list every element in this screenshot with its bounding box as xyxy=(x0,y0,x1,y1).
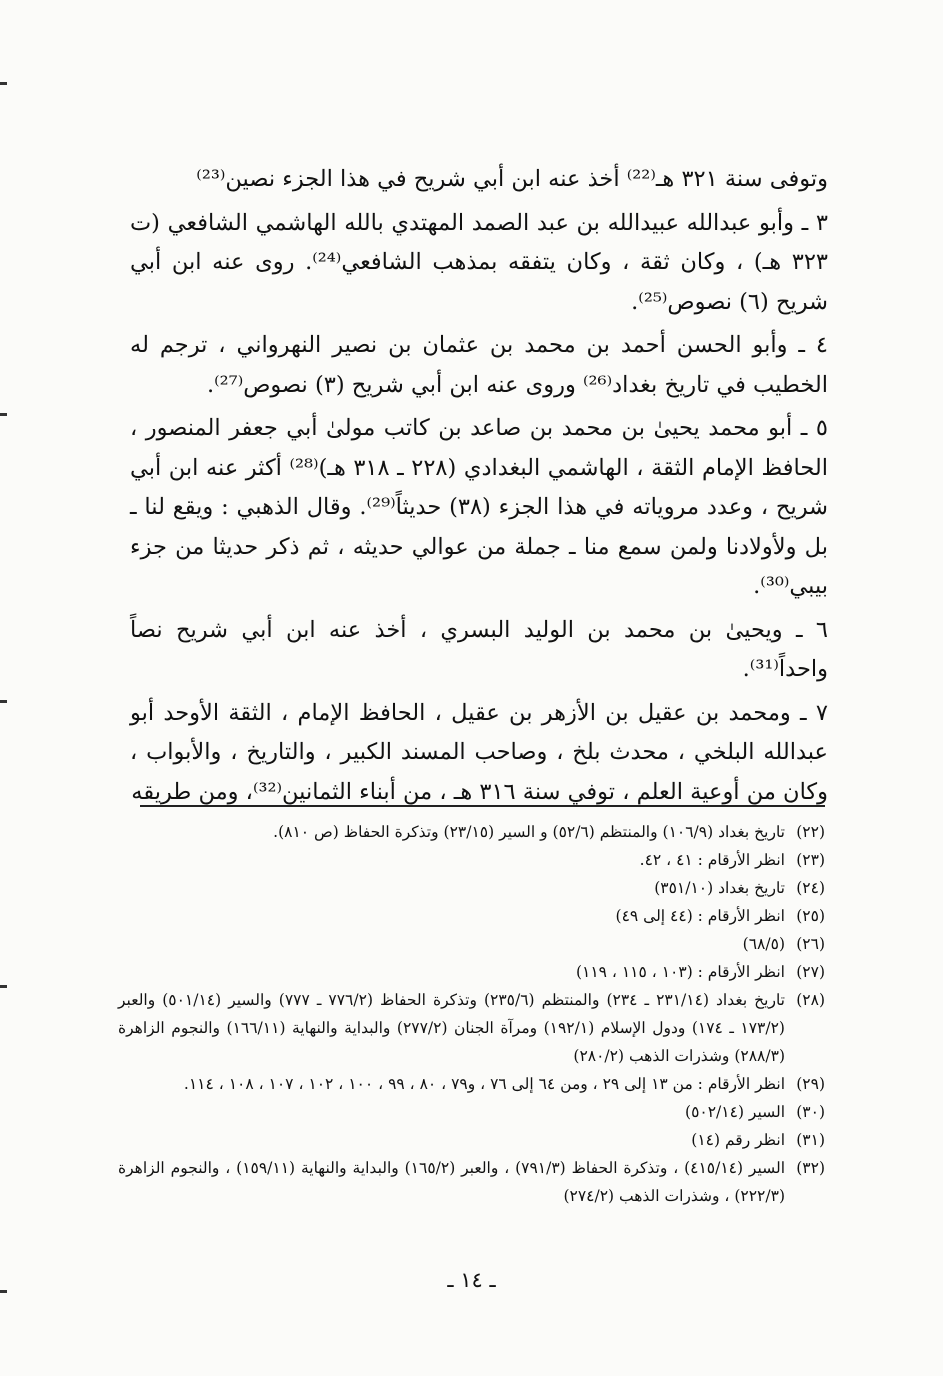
scan-edge-mark xyxy=(0,700,7,703)
footnote-number: (٢٤) xyxy=(796,879,825,897)
footnotes xyxy=(118,818,825,1210)
footnote-number: (٢٥) xyxy=(796,907,825,925)
footnote-31 xyxy=(118,1126,825,1154)
paragraph-continuation: وتوفى سنة ٣٢١ هـ⁽²²⁾ أخذ عنه ابن أبي شريح في هذا الجزء نصين⁽²³⁾ xyxy=(196,166,828,192)
footnote-text: (٦٨/٥) xyxy=(742,935,785,953)
scan-edge-mark xyxy=(0,82,7,85)
footnote-25 xyxy=(118,902,825,930)
footnote-32 xyxy=(118,1154,825,1210)
footnote-number: (٣٢) xyxy=(796,1159,825,1177)
footnote-text: انظر الأرقام : (٤٤ إلى ٤٩) xyxy=(615,907,785,925)
footnote-text: تاريخ بغداد (١٠٦/٩) والمنتظم (٥٢/٦) و السير (٢٣/١٥) وتذكرة الحفاظ (ص ٨١٠). xyxy=(273,823,785,841)
footnote-number: (٢٣) xyxy=(796,851,825,869)
footnote-26 xyxy=(118,930,825,958)
paragraph-item-6: ٦ ـ ويحيىٰ بن محمد بن الوليد البسري ، أخذ عنه ابن أبي شريح نصاً واحداً⁽³¹⁾. xyxy=(130,616,828,682)
footnote-number: (٢٧) xyxy=(796,963,825,981)
footnote-29 xyxy=(118,1070,825,1098)
footnote-text: السير (٥٠٢/١٤) xyxy=(685,1103,785,1121)
footnote-text: انظر رقم (١٤) xyxy=(691,1131,785,1149)
footnote-23 xyxy=(118,846,825,874)
footnote-27 xyxy=(118,958,825,986)
footnote-text: السير (٤١٥/١٤) ، وتذكرة الحفاظ (٧٩١/٣) ، والعبر (١٦٥/٢) والبداية والنهاية (١٥٩/١١) ، والنجوم الزاهرة (٢٢٢/٣) ، وشذرات الذهب (٢٧٤/٢) xyxy=(118,1159,785,1205)
footnote-28 xyxy=(118,986,825,1070)
footnote-text: تاريخ بغداد (٢٣١/١٤ ـ ٢٣٤) والمنتظم (٢٣٥/٦) وتذكرة الحفاظ (٧٧٦/٢ ـ ٧٧٧) والسير (٥٠١/١٤) والعبر (١٧٣/٢ ـ ١٧٤) ودول الإسلام (١٩٢/١) ومرآة الجنان (٢٧٧/٢) والبداية والنهاية (١٦٦/١١) والنجوم الزاهرة (٢٨٨/٣) وشذرات الذهب (٢٨٠/٢) xyxy=(118,991,785,1065)
footnote-number: (٣٠) xyxy=(796,1103,825,1121)
footnote-number: (٣١) xyxy=(796,1131,825,1149)
footnote-24 xyxy=(118,874,825,902)
paragraph-item-4: ٤ ـ وأبو الحسن أحمد بن محمد بن عثمان بن نصير النهرواني ، ترجم له الخطيب في تاريخ بغداد⁽²⁶⁾ وروى عنه ابن أبي شريح (٣) نصوص⁽²⁷⁾. xyxy=(130,332,828,398)
footnote-22 xyxy=(118,818,825,846)
footnote-divider xyxy=(140,805,825,807)
page-number: ـ ١٤ ـ xyxy=(447,1268,496,1292)
footnote-text: انظر الأرقام : (١٠٣ ، ١١٥ ، ١١٩) xyxy=(575,963,785,981)
footnote-number: (٢٢) xyxy=(796,823,825,841)
paragraph-item-3: ٣ ـ وأبو عبدالله عبيدالله بن عبد الصمد المهتدي بالله الهاشمي الشافعي (ت ٣٢٣ هـ) ، وكان ثقة ، وكان يتفقه بمذهب الشافعي⁽²⁴⁾. روى عنه ابن أبي شريح (٦) نصوص⁽²⁵⁾. xyxy=(130,209,828,315)
paragraph-item-7: ٧ ـ ومحمد بن عقيل بن الأزهر بن عقيل ، الحافظ الإمام ، الثقة الأوحد أبو عبدالله البلخي ، محدث بلخ ، وصاحب المسند الكبير ، والتاريخ ، والأبواب ، وكان من أوعية العلم ، توفي سنة ٣١٦ هـ ، من أبناء الثمانين⁽³²⁾، ومن طريقه xyxy=(130,699,828,805)
footnote-text: تاريخ بغداد (٣٥١/١٠) xyxy=(654,879,785,897)
footnote-number: (٢٦) xyxy=(796,935,825,953)
footnote-30 xyxy=(118,1098,825,1126)
footnote-number: (٢٨) xyxy=(796,991,825,1009)
footnote-text: انظر الأرقام : ٤١ ، ٤٢. xyxy=(639,851,785,869)
scan-edge-mark xyxy=(0,985,7,988)
paragraph-item-5: ٥ ـ أبو محمد يحيىٰ بن محمد بن صاعد بن كاتب مولىٰ أبي جعفر المنصور ، الحافظ الإمام الثقة ، الهاشمي البغدادي (٢٢٨ ـ ٣١٨ هـ)⁽²⁸⁾ أكثر عنه ابن أبي شريح ، وعدد مروياته في هذا الجزء (٣٨) حديثاً⁽²⁹⁾. وقال الذهبي : ويقع لنا ـ بل ولأولادنا ولمن سمع منا ـ جملة من عوالي حديثه ، ثم ذكر حديثا من جزء بيبي⁽³⁰⁾. xyxy=(130,415,828,599)
footnote-number: (٢٩) xyxy=(796,1075,825,1093)
scan-edge-mark xyxy=(0,413,7,416)
footnote-text: انظر الأرقام : من ١٣ إلى ٢٩ ، ومن ٦٤ إلى ٧٦ ، و٧٩ ، ٨٠ ، ٩٩ ، ١٠٠ ، ١٠٢ ، ١٠٧ ، ١٠٨ ، ١١٤. xyxy=(183,1075,785,1093)
main-text xyxy=(130,160,828,816)
